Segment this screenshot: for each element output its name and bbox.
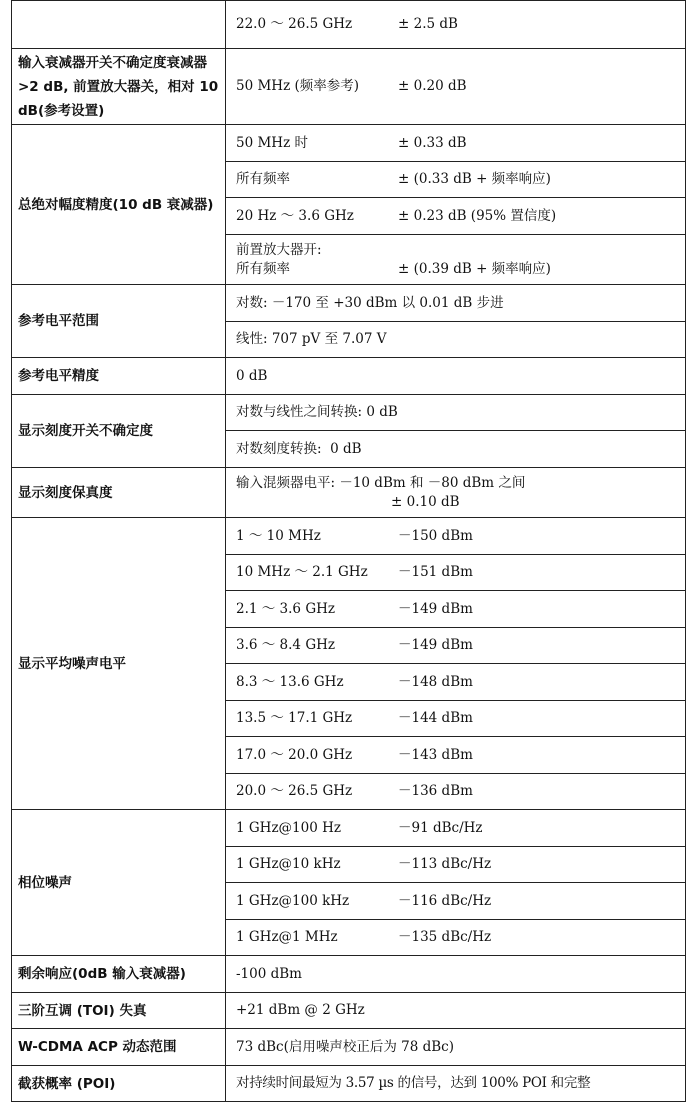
spec-value	[226, 468, 686, 518]
value-tolerance: ± (0.33 dB + 频率响应)	[398, 171, 551, 187]
spec-value	[226, 737, 686, 774]
value-tolerance: ± 2.5 dB	[398, 16, 458, 32]
spec-value	[226, 628, 686, 664]
freq-range: 2.1 ～ 3.6 GHz	[236, 600, 335, 617]
spec-label: 参考电平范围	[12, 285, 226, 358]
spec-label-empty	[12, 1, 226, 49]
spec-value: 对数与线性之间转换: 0 dB	[226, 395, 686, 431]
spec-row	[12, 468, 686, 518]
spec-label: 截获概率 (POI)	[12, 1066, 226, 1102]
freq-range: 22.0 ～ 26.5 GHz	[236, 16, 353, 32]
spec-value	[226, 701, 686, 737]
freq-range: 1 ～ 10 MHz	[236, 527, 321, 544]
spec-label: 显示平均噪声电平	[12, 518, 226, 810]
spec-row	[12, 1029, 686, 1066]
condition: 输入混频器电平: －10 dBm 和 －80 dBm 之间	[236, 474, 526, 491]
spec-value	[226, 591, 686, 628]
spec-value	[226, 810, 686, 847]
spec-label: 三阶互调 (TOI) 失真	[12, 993, 226, 1029]
value-tolerance: ± 0.33 dB	[398, 134, 467, 151]
condition: 50 MHz 时	[236, 134, 308, 151]
spec-label: 参考电平精度	[12, 358, 226, 395]
freq-range: 3.6 ～ 8.4 GHz	[236, 637, 335, 653]
spec-label: 相位噪声	[12, 810, 226, 956]
spec-value	[226, 555, 686, 591]
spec-value	[226, 49, 686, 125]
spec-value: 对数: －170 至 +30 dBm 以 0.01 dB 步进	[226, 285, 686, 322]
freq-range: 17.0 ～ 20.0 GHz	[236, 746, 353, 763]
noise-level: －148 dBm	[398, 673, 473, 690]
noise-level: －91 dBc/Hz	[398, 819, 483, 836]
condition: 所有频率	[236, 171, 290, 187]
freq-range: 8.3 ～ 13.6 GHz	[236, 673, 344, 690]
spec-value	[226, 518, 686, 555]
spec-value	[226, 883, 686, 920]
spec-value	[226, 235, 686, 285]
spec-row	[12, 395, 686, 431]
spec-value	[226, 125, 686, 162]
noise-level: －149 dBm	[398, 600, 473, 617]
spec-value: 线性: 707 pV 至 7.07 V	[226, 322, 686, 358]
spec-value	[226, 847, 686, 883]
noise-level: －135 dBc/Hz	[398, 929, 492, 945]
spec-label: 剩余响应(0dB 输入衰减器)	[12, 956, 226, 993]
offset: 1 GHz@100 kHz	[236, 892, 350, 909]
noise-level: －116 dBc/Hz	[398, 892, 492, 909]
spec-value: 0 dB	[226, 358, 686, 395]
spec-value	[226, 162, 686, 198]
spec-row	[12, 1066, 686, 1102]
spec-value: +21 dBm @ 2 GHz	[226, 993, 686, 1029]
noise-level: －151 dBm	[398, 564, 473, 580]
condition-heading: 前置放大器开:	[236, 241, 322, 258]
noise-level: －144 dBm	[398, 710, 473, 726]
noise-level: －149 dBm	[398, 637, 473, 653]
spec-value	[226, 198, 686, 235]
noise-level: －150 dBm	[398, 527, 473, 544]
spec-value: 对数刻度转换: 0 dB	[226, 431, 686, 468]
spec-value: 73 dBc(启用噪声校正后为 78 dBc)	[226, 1029, 686, 1066]
freq-range: 10 MHz ～ 2.1 GHz	[236, 564, 368, 580]
spec-label: W-CDMA ACP 动态范围	[12, 1029, 226, 1066]
freq-range: 20.0 ～ 26.5 GHz	[236, 783, 353, 799]
spec-label: 显示刻度开关不确定度	[12, 395, 226, 468]
value-tolerance: ± 0.23 dB (95% 置信度)	[398, 207, 557, 224]
spec-value	[226, 774, 686, 810]
spec-row	[12, 518, 686, 555]
value-tolerance: ± 0.10 dB	[391, 493, 460, 510]
noise-level: －136 dBm	[398, 783, 473, 799]
spec-row	[12, 125, 686, 162]
offset: 1 GHz@1 MHz	[236, 929, 338, 945]
condition: 20 Hz ～ 3.6 GHz	[236, 207, 354, 224]
condition: 所有频率	[236, 260, 290, 277]
offset: 1 GHz@100 Hz	[236, 819, 341, 836]
spec-value: 对持续时间最短为 3.57 µs 的信号，达到 100% POI 和完整	[226, 1066, 686, 1102]
spec-label: 总绝对幅度精度(10 dB 衰减器)	[12, 125, 226, 285]
spec-row	[12, 993, 686, 1029]
spec-label: 输入衰减器开关不确定度衰减器 >2 dB, 前置放大器关，相对 10 dB(参考设置)	[12, 49, 226, 125]
spec-row	[12, 358, 686, 395]
offset: 1 GHz@10 kHz	[236, 856, 341, 872]
noise-level: －113 dBc/Hz	[398, 856, 492, 872]
spec-row	[12, 49, 686, 125]
spec-value	[226, 920, 686, 956]
value-tolerance: ± 0.20 dB	[398, 78, 467, 94]
spec-value	[226, 1, 686, 49]
freq-range: 50 MHz (频率参考)	[236, 78, 360, 94]
value-tolerance: ± (0.39 dB + 频率响应)	[398, 260, 551, 277]
spec-table	[11, 0, 686, 1102]
freq-range: 13.5 ～ 17.1 GHz	[236, 710, 353, 726]
spec-row	[12, 810, 686, 847]
noise-level: －143 dBm	[398, 746, 473, 763]
spec-row	[12, 285, 686, 322]
spec-row	[12, 1, 686, 49]
spec-value	[226, 664, 686, 701]
spec-label: 显示刻度保真度	[12, 468, 226, 518]
spec-value: -100 dBm	[226, 956, 686, 993]
spec-row	[12, 956, 686, 993]
